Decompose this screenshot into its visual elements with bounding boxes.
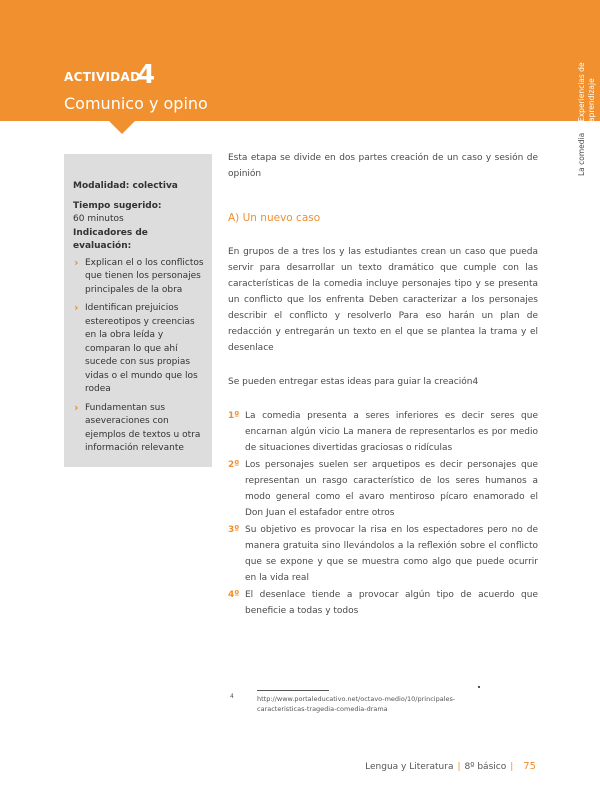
activity-title: Comunico y opino xyxy=(64,94,208,113)
indicadores-list xyxy=(73,257,204,456)
idea-item xyxy=(228,408,538,456)
footnote-mark: 4 xyxy=(230,693,234,700)
idea-number: 1º xyxy=(228,411,240,421)
side-tab-section xyxy=(571,40,599,122)
idea-item xyxy=(228,457,538,521)
footer-grade: 8º básico xyxy=(464,762,507,772)
idea-item xyxy=(228,587,538,619)
modalidad-text: Modalidad: colectiva xyxy=(73,181,178,191)
footer-subject: Lengua y Literatura xyxy=(365,762,454,772)
section-title: A) Un nuevo caso xyxy=(228,212,321,224)
activity-number: 4 xyxy=(137,60,156,90)
idea-item xyxy=(228,522,538,586)
idea-text: La comedia presenta a seres inferiores es decir seres que encarnan algún vicio La manera de representarlos es por medio de situaciones divertidas graciosas o ridículas xyxy=(245,411,538,453)
idea-number: 4º xyxy=(228,590,240,600)
idea-number: 2º xyxy=(228,460,240,470)
main-content xyxy=(228,150,538,620)
side-tab-unit xyxy=(575,122,589,176)
activity-label: ACTIVIDAD xyxy=(64,70,141,84)
footnote-link[interactable]: http://www.portaleducativo.net/octavo-medio/10/principales-caracteristicas-tragedia-comedia-drama xyxy=(257,695,456,713)
header-notch xyxy=(108,120,136,134)
footnote-rule xyxy=(257,690,329,691)
indicadores-label: Indicadores de evaluación: xyxy=(73,227,148,251)
side-tab-unit-label: La comedia xyxy=(577,132,586,176)
idea-text: Su objetivo es provocar la risa en los espectadores pero no de manera gratuita sino llevándolos a la reflexión sobre el conflicto que se expone y que se muestra como algo que puede ocurrir en la vida real xyxy=(245,525,538,583)
footer-separator: | xyxy=(457,762,461,772)
intro-paragraph: Esta etapa se divide en dos partes creación de un caso y sesión de opinión xyxy=(228,153,538,179)
indicador-item: › Fundamentan sus aseveraciones con ejemplos de textos u otra información relevante xyxy=(73,402,204,456)
idea-text: Los personajes suelen ser arquetipos es decir personajes que representan un rasgo característico de los seres humanos a modo general como el avaro mentiroso pícaro enamorado el Don Juan el estafador entre otros xyxy=(245,460,538,518)
ideas-intro: Se pueden entregar estas ideas para guiar la creación4 xyxy=(228,377,479,387)
activity-info-box xyxy=(64,154,212,467)
page-number: 75 xyxy=(523,761,536,772)
tiempo-value: 60 minutos xyxy=(73,214,124,224)
indicador-item: › Explican el o los conflictos que tienen los personajes principales de la obra xyxy=(73,257,204,298)
side-tab-section-label: Experiencias de aprendizaje xyxy=(577,62,596,122)
indicador-item: › Identifican prejuicios estereotipos y creencias en la obra leída y comparan lo que ahí sucede con sus propias vidas o el mundo que los rodea xyxy=(73,302,204,397)
ideas-list xyxy=(228,408,538,619)
page-footer xyxy=(365,761,536,772)
idea-number: 3º xyxy=(228,525,240,535)
footer-separator: | xyxy=(510,762,514,772)
body-paragraph: En grupos de a tres los y las estudiantes crean un caso que pueda servir para desarrollar un texto dramático que cumple con las características de la comedia incluye personajes tipo y se presenta un conflicto que los enfrenta Deben caracterizar a los personajes describir el conflicto y resolverlo Para eso harán un plan de redacción y entregarán un texto en el que se plantea la trama y el desenlace xyxy=(228,247,538,353)
idea-text: El desenlace tiende a provocar algún tipo de acuerdo que beneficie a todas y todos xyxy=(245,590,538,616)
footnote-dot xyxy=(478,686,480,688)
tiempo-label: Tiempo sugerido: xyxy=(73,200,162,211)
